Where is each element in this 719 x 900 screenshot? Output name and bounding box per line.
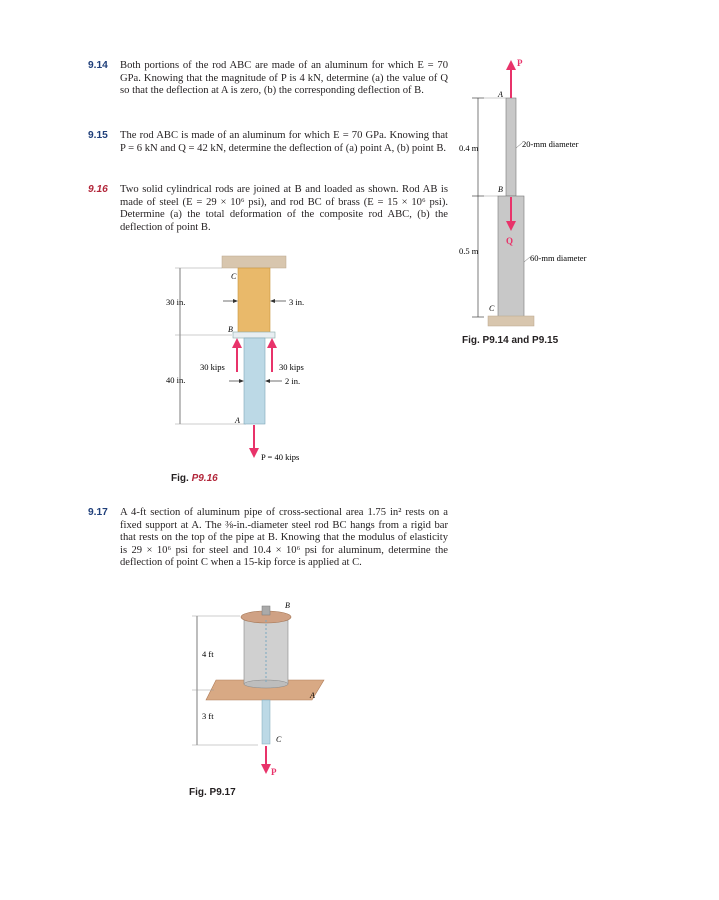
problem-number: 9.16 <box>88 184 108 195</box>
figure-p9-16 <box>160 250 340 470</box>
ceiling-support <box>222 256 286 268</box>
label-c: C <box>489 304 495 313</box>
force-p-arrowhead <box>506 60 516 70</box>
caption-number: P9.16 <box>191 473 218 484</box>
dim-lower-label: 40 in. <box>166 375 186 385</box>
force-left-arrowhead <box>232 338 242 348</box>
force-p-arrowhead <box>249 448 259 458</box>
figure-p9-14 <box>450 55 610 330</box>
force-p-arrowhead <box>261 764 271 774</box>
label-b: B <box>285 601 290 610</box>
dia-lower-label: 2 in. <box>285 376 301 386</box>
label-a: A <box>310 691 315 700</box>
dim-upper-label: 4 ft <box>202 649 214 659</box>
figure-p9-17 <box>185 595 335 785</box>
problem-text: Both portions of the rod ABC are made of an aluminum for which E = 70 GPa. Knowing that the magnitude of P is 4 kN, determine (a) the value of Q so that the deflection at A is zero, (b) the corresponding deflection of B. <box>120 60 448 97</box>
dim-upper-label: 30 in. <box>166 297 186 307</box>
label-a: A <box>498 90 503 99</box>
label-a: A <box>235 416 240 425</box>
dim-lower-label: 3 ft <box>202 711 214 721</box>
dia-lower-label: 60-mm diameter <box>530 253 587 263</box>
label-b: B <box>498 185 503 194</box>
load-bottom-label: P = 40 kips <box>261 452 300 462</box>
problem-number: 9.17 <box>88 507 108 518</box>
dia-upper-label: 3 in. <box>289 297 305 307</box>
rod-bc-brass <box>238 268 270 334</box>
dim-lower-label: 0.5 m <box>459 246 479 256</box>
label-p: P <box>517 58 523 68</box>
figure-caption: Fig. P9.17 <box>189 787 236 798</box>
dim-arrowhead <box>233 299 238 303</box>
problem-text: The rod ABC is made of an aluminum for which E = 70 GPa. Knowing that P = 6 kN and Q = 42 kN, determine the deflection of (a) point A, (b) point B. <box>120 130 448 154</box>
dim-arrowhead <box>270 299 275 303</box>
load-left-label: 30 kips <box>200 362 225 372</box>
problem-number: 9.14 <box>88 60 108 71</box>
label-c: C <box>276 735 282 744</box>
problem-9-17 <box>88 507 448 570</box>
problem-text: A 4-ft section of aluminum pipe of cross-sectional area 1.75 in² rests on a fixed support at A. The ⅜-in.-diameter steel rod BC hangs from a rigid bar that rests on the top of the pipe at B. Knowing that the modulus of elasticity is 29 × 10⁶ psi for steel and 10.4 × 10⁶ psi for aluminum, determine the deflection of point C when a 15-kip force is applied at C. <box>120 507 448 569</box>
problem-9-14 <box>88 60 448 98</box>
flange-b <box>233 332 275 338</box>
label-q: Q <box>506 236 514 246</box>
steel-rod-bc <box>262 700 270 744</box>
label-p: P <box>271 767 277 777</box>
label-c: C <box>231 272 237 281</box>
nut <box>262 606 270 615</box>
problem-text: Two solid cylindrical rods are joined at B and loaded as shown. Rod AB is made of steel (E = 29 × 10⁶ psi), and rod BC of brass (E = 15 × 10⁶ psi). Determine (a) the total deformation of the composite rod ABC, (b) the deflection of point B. <box>120 184 448 233</box>
figure-caption <box>171 473 218 484</box>
load-right-label: 30 kips <box>279 362 304 372</box>
label-b: B <box>228 325 233 334</box>
problem-9-16 <box>88 184 448 234</box>
dim-arrowhead <box>239 379 244 383</box>
problem-number: 9.15 <box>88 130 108 141</box>
dim-upper-label: 0.4 m <box>459 143 479 153</box>
rod-ab-steel <box>244 338 265 424</box>
base-support <box>488 316 534 326</box>
dia-upper-label: 20-mm diameter <box>522 139 579 149</box>
dim-arrowhead <box>265 379 270 383</box>
figure-caption: Fig. P9.14 and P9.15 <box>462 335 559 346</box>
force-right-arrowhead <box>267 338 277 348</box>
rod-ab <box>506 98 516 196</box>
caption-prefix: Fig. <box>171 473 192 484</box>
problem-9-15 <box>88 130 448 155</box>
